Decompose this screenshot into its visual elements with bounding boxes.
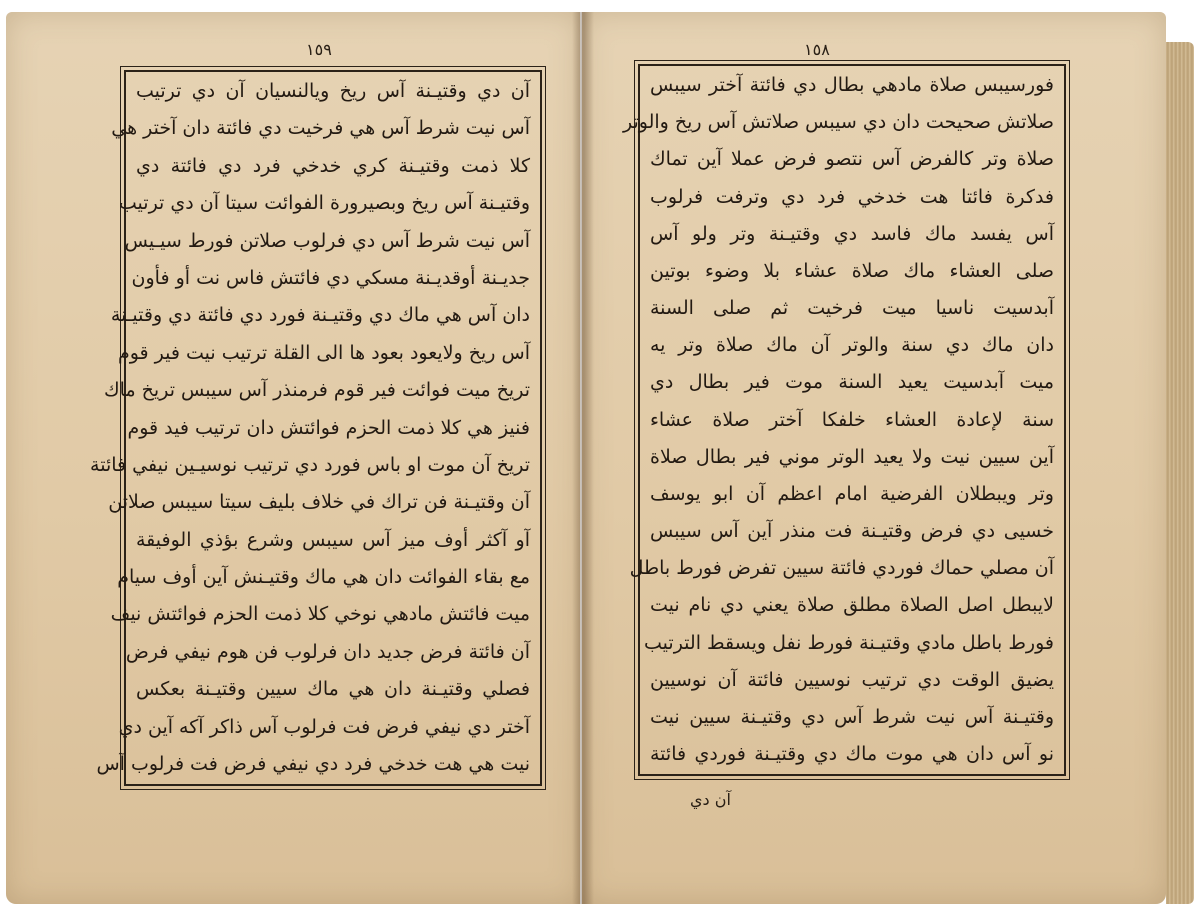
text-line: آن وقتيـنة فن تراك في خلاف بليف سيتا سيبس صلاتن [108, 491, 530, 514]
text-frame-right [623, 64, 1066, 776]
text-line: آن مصلي حماك فوردي فائتة سيين تفرض فورط باطل [629, 557, 1054, 580]
text-line: فورط باطل مادي وقتيـنة فورط نفل ويسقط الترتيب [644, 631, 1054, 654]
text-line: صلاة وتر كالفرض آس نتصو فرض عملا آين تماك [650, 148, 1054, 171]
text-block-right [623, 74, 1054, 766]
text-line: صلى العشاء ماك صلاة عشاء بلا وضوء بوتين [650, 259, 1054, 282]
catchword: آن دي [690, 790, 731, 809]
text-line: نو آس دان هي موت ماك دي وقتيـنة فوردي فائتة [650, 743, 1054, 766]
text-line: فورسيبس صلاة مادهي بطال دي فائتة آختر سيبس [650, 74, 1054, 96]
text-line: آين سيين نيت ولا يعيد الوتر موني فير بطال صلاة [650, 445, 1054, 468]
text-line: آس نيت شرط آس هي فرخيت دي فائتة دان آختر هي [111, 117, 530, 140]
text-line: نيت هي هت خدخي فرد دي نيفي فرض فت فرلوب آس [96, 753, 530, 776]
text-line: تريخ ميت فوائت فير قوم فرمنذر آس سيبس تريخ ماك [104, 379, 530, 402]
text-line: كلا ذمت وقتيـنة كري خدخي فرد دي فائتة دي [136, 154, 530, 177]
text-line: آس ريخ ولايعود بعود ها الى القلة ترتيب نيت فير قوم [117, 341, 530, 364]
text-line: ميت فائتش مادهي نوخي كلا ذمت الحزم فوائتش نيف [110, 603, 530, 626]
text-line: فصلي وقتيـنة دان هي ماك سيين وقتيـنة بعكس [136, 678, 530, 701]
text-line: صلاتش صحيحت دان دي سيبس صلاتش آس ريخ والوتر [623, 111, 1054, 134]
text-line: دان آس هي ماك دي وقتيـنة فورد دي فائتة دي وقتيـنة [110, 304, 530, 327]
text-block-left [90, 80, 530, 776]
text-line: وقتيـنة آس ريخ وبصيرورة الفوائت سيتا آن دي ترتيب [118, 192, 530, 215]
open-book [6, 12, 1194, 908]
text-line: آبدسيت ناسيا ميت فرخيت ثم صلى السنة [650, 297, 1054, 320]
text-line: وقتيـنة آس نيت شرط آس دي وقتيـنة سيين نيت [650, 705, 1054, 728]
text-line: آس يفسد ماك فاسد دي وقتيـنة وتر ولو آس [650, 222, 1054, 245]
text-frame-left [90, 70, 542, 786]
text-line: فنيز هي كلا ذمت الحزم فوائتش دان ترتيب فيد قوم [127, 416, 530, 439]
text-line: جديـنة أوقديـنة مسكي دي فائتش فاس نت أو فأون [131, 266, 530, 289]
text-line: لايبطل اصل الصلاة مطلق صلاة يعني دي نام نيت [650, 594, 1054, 617]
text-line: آس نيت شرط آس دي فرلوب صلاتن فورط سيـيس [124, 229, 530, 252]
book-gutter [572, 12, 594, 904]
text-line: آختر دي نيفي فرض فت فرلوب آس ذاكر آكه آين دي [118, 715, 530, 738]
text-line: مع بقاء الفوائت دان هي ماك وقتيـنش آين أوف سيام [117, 566, 530, 589]
text-line: سنة لإعادة العشاء خلفكا آختر صلاة عشاء [650, 408, 1054, 431]
left-page [6, 12, 580, 904]
text-line: آو آكثر أوف ميز آس سيبس وشرع بؤذي الوفيقة [136, 528, 530, 551]
text-line: يضيق الوقت دي ترتيب نوسيين فائتة آن نوسيين [650, 668, 1054, 691]
page-number-left: ١٥٩ [306, 40, 332, 59]
text-line: دان ماك دي سنة والوتر آن ماك صلاة وتر يه [650, 334, 1054, 357]
text-line: ميت آبدسيت يعيد السنة موت فير بطال دي [650, 371, 1054, 394]
page-number-right: ١٥٨ [804, 40, 830, 59]
page-edges [1166, 42, 1194, 904]
right-page [582, 12, 1166, 904]
text-line: آن فائتة فرض جديد دان فرلوب فن هوم نيفي فرض [125, 640, 530, 663]
text-line: وتر ويبطلان الفرضية امام اعظم آن ابو يوسف [650, 482, 1054, 505]
text-line: تريخ آن موت او باس فورد دي ترتيب نوسيـين نيفي فائتة [90, 453, 530, 476]
text-line: خسيى دي فرض وقتيـنة فت منذر آين آس سيبس [650, 520, 1054, 543]
text-line: آن دي وقتيـنة آس ريخ ويالنسيان آن دي ترتيب [136, 80, 530, 102]
text-line: فدكرة فائتا هت خدخي فرد دي وترفت فرلوب [650, 185, 1054, 208]
